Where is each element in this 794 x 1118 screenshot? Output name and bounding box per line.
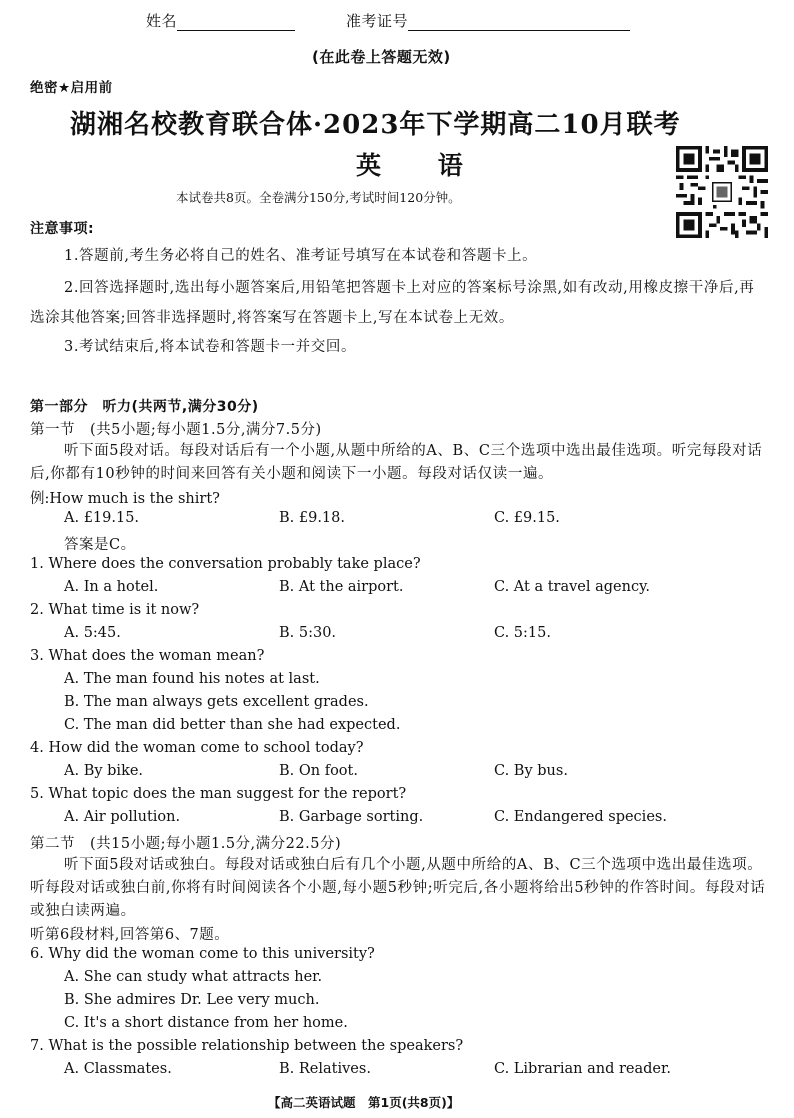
name-field xyxy=(146,10,295,31)
subject-title: 英 语 xyxy=(356,151,487,180)
question-5-option-b: B. Garbage sorting. xyxy=(279,809,424,825)
question-2-option-a: A. 5:45. xyxy=(64,625,121,641)
question-3-option-b: B. The man always gets excellent grades. xyxy=(64,694,369,710)
section1-instructions: 听下面5段对话。每段对话后有一个小题,从题中所给的A、B、C三个选项中选出最佳选项。听完每段对话后,你都有10秒钟的时间来回答有关小题和阅读下一小题。每段对话仅读一遍。 xyxy=(30,443,763,482)
example-option-c: C. £9.15. xyxy=(494,510,560,526)
question-4-stem: 4. How did the woman come to school today? xyxy=(30,740,364,756)
name-label: 姓名 xyxy=(146,12,178,30)
exam-info: 本试卷共8页。全卷满分150分,考试时间120分钟。 xyxy=(176,190,461,205)
secret-mark: 绝密★启用前 xyxy=(30,80,113,96)
notice-heading: 注意事项: xyxy=(30,221,95,237)
question-7-stem: 7. What is the possible relationship between the speakers? xyxy=(30,1038,464,1054)
question-6-option-a: A. She can study what attracts her. xyxy=(64,969,323,985)
exam-number-label: 准考证号 xyxy=(346,12,409,30)
example-answer: 答案是C。 xyxy=(64,537,136,553)
notice-item-2: 2.回答选择题时,选出每小题答案后,用铅笔把答题卡上对应的答案标号涂黑,如有改动,用橡皮擦干净后,再选涂其他答案;回答非选择题时,将答案写在答题卡上,写在本试卷上无效。 xyxy=(30,280,755,326)
question-3-option-c: C. The man did better than she had expected. xyxy=(64,717,401,733)
question-6-option-c: C. It's a short distance from her home. xyxy=(64,1015,348,1031)
question-3-stem: 3. What does the woman mean? xyxy=(30,648,265,664)
question-2-option-c: C. 5:15. xyxy=(494,625,551,641)
question-1-option-b: B. At the airport. xyxy=(279,579,404,595)
example-option-b: B. £9.18. xyxy=(279,510,345,526)
question-3-option-a: A. The man found his notes at last. xyxy=(64,671,320,687)
question-5-option-c: C. Endangered species. xyxy=(494,809,667,825)
example-question: 例:How much is the shirt? xyxy=(30,491,220,507)
question-1-stem: 1. Where does the conversation probably take place? xyxy=(30,556,421,572)
question-7-option-c: C. Librarian and reader. xyxy=(494,1061,671,1077)
example-option-a: A. £19.15. xyxy=(64,510,140,526)
notice-item-3: 3.考试结束后,将本试卷和答题卡一并交回。 xyxy=(64,339,357,355)
question-6-stem: 6. Why did the woman come to this university? xyxy=(30,946,375,962)
question-4-option-a: A. By bike. xyxy=(64,763,144,779)
material-6-instruction: 听第6段材料,回答第6、7题。 xyxy=(30,927,230,943)
question-7-option-b: B. Relatives. xyxy=(279,1061,371,1077)
exam-number-blank xyxy=(408,12,630,31)
question-6-option-b: B. She admires Dr. Lee very much. xyxy=(64,992,320,1008)
name-blank xyxy=(177,12,295,31)
section2-heading: 第二节 (共15小题;每小题1.5分,满分22.5分) xyxy=(30,836,342,852)
part1-heading: 第一部分 听力(共两节,满分30分) xyxy=(30,399,259,415)
question-1-option-c: C. At a travel agency. xyxy=(494,579,650,595)
section1-heading: 第一节 (共5小题;每小题1.5分,满分7.5分) xyxy=(30,422,322,438)
exam-number-field xyxy=(346,10,630,31)
question-2-stem: 2. What time is it now? xyxy=(30,602,200,618)
notice-item-1: 1.答题前,考生务必将自己的姓名、准考证号填写在本试卷和答题卡上。 xyxy=(64,248,538,264)
section2-instructions: 听下面5段对话或独白。每段对话或独白后有几个小题,从题中所给的A、B、C三个选项中选出最佳选项。听每段对话或独白前,你将有时间阅读各个小题,每小题5秒钟;听完后,各小题将给出5秒钟的作答时间。每段对话或独白读两遍。 xyxy=(30,857,766,919)
question-7-option-a: A. Classmates. xyxy=(64,1061,172,1077)
question-2-option-b: B. 5:30. xyxy=(279,625,337,641)
question-4-option-c: C. By bus. xyxy=(494,763,568,779)
question-5-option-a: A. Air pollution. xyxy=(64,809,181,825)
question-4-option-b: B. On foot. xyxy=(279,763,358,779)
qr-code xyxy=(676,146,768,238)
question-1-option-a: A. In a hotel. xyxy=(64,579,159,595)
exam-title: 湖湘名校教育联合体·2023年下学期高二10月联考 xyxy=(70,110,681,140)
invalid-note: (在此卷上答题无效) xyxy=(312,48,451,66)
question-5-stem: 5. What topic does the man suggest for the report? xyxy=(30,786,407,802)
page-footer: 【高二英语试题 第1页(共8页)】 xyxy=(268,1095,460,1110)
